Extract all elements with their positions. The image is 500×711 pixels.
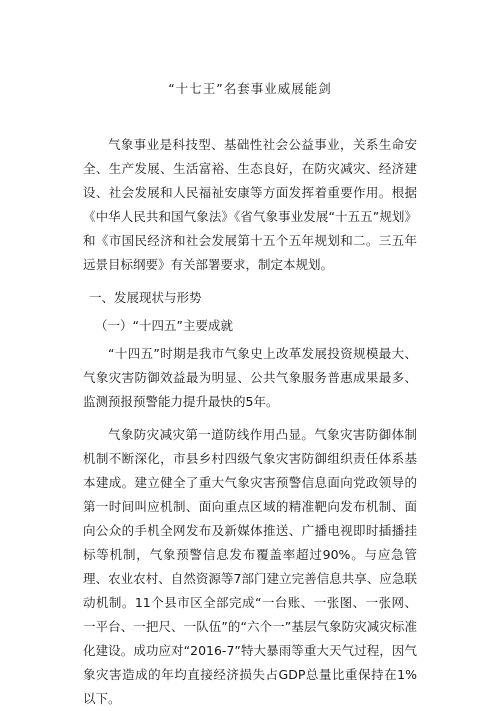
document-body [83,133,417,711]
intro-paragraph: 气象事业是科技型、基础性社会公益事业，关系生命安全、生产发展、生活富裕、生态良好，在防灾减灾、经济建设、社会发展和人民福祉安康等方面发挥着重要作用。根据《中华人民共和国气象法》《省气象事业发展“十五五”规划》和《市国民经济和社会发展第十五个五年规划和二。三五年远景目标纲要》有关部署要求，制定本规划。 [83,137,417,272]
disaster-prevention-paragraph: 气象防灾减灾第一道防线作用凸显。气象灾害防御体制机制不断深化，市县乡村四级气象灾害防御组织责任体系基本建成。建立健全了重大气象灾害预警信息面向党政领导的第一时间叫应机制、面向重点区域的精准靶向发布机制、面向公众的手机全网发布及新媒体推送、广播电视即时插播挂标等机制，气象预警信息发布覆盖率超过90%。与应急管理、农业农村、自然资源等7部门建立完善信息共享、应急联动机制。11个县市区全部完成“一台账、一张图、一张网、一平台、一把尺、一队伍”的“六个一”基层气象防灾减灾标准化建设。成功应对“2016-7”特大暴雨等重大天气过程，因气象灾害造成的年均直接经济损失占GDP总量比重保持在1%以下。 [83,427,417,706]
document-title: “十七王”名套事业威展能剑 [168,81,332,96]
section-heading: 一、发展现状与形势 [89,290,202,305]
achievement-paragraph: “十四五”时期是我市气象史上改革发展投资规模最大、气象灾害防御效益最为明显、公共气象服务普惠成果最多、监测预报预警能力提升最快的5年。 [83,346,417,409]
subsection-heading: （一）“十四五”主要成就 [95,318,233,333]
